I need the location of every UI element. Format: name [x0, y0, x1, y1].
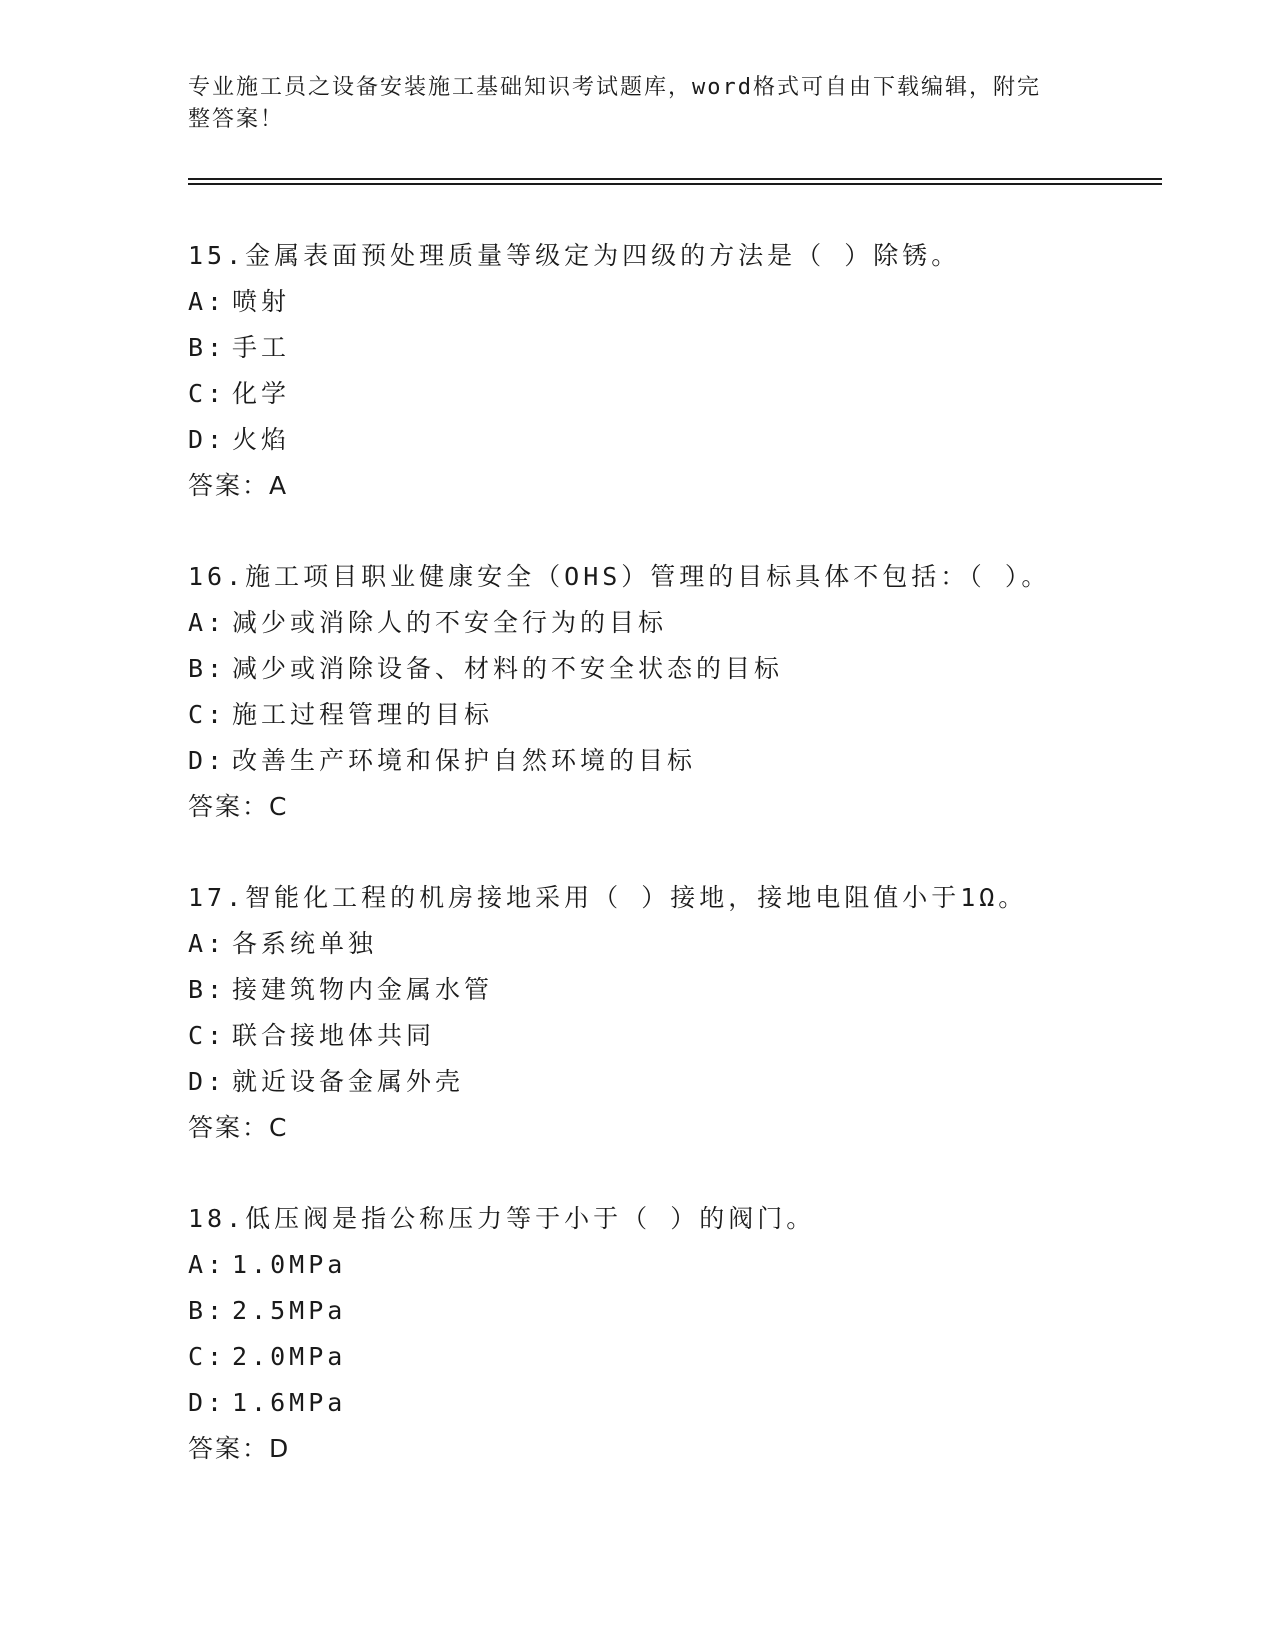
- option-text: 火焰: [232, 425, 291, 454]
- option-text: 喷射: [232, 287, 291, 316]
- answer: 答案：D: [188, 1434, 291, 1463]
- document-header: [188, 72, 1088, 136]
- option-label: C:: [188, 1021, 227, 1050]
- header-line-2: 整答案！: [188, 107, 285, 132]
- answer: 答案：C: [188, 1113, 289, 1142]
- option-label: B:: [188, 975, 227, 1004]
- option-d: [188, 1059, 1168, 1105]
- answer: 答案：A: [188, 471, 289, 500]
- option-text: 减少或消除人的不安全行为的目标: [232, 608, 668, 637]
- option-label: D:: [188, 1388, 227, 1417]
- option-a: [188, 279, 1168, 325]
- option-a: [188, 921, 1168, 967]
- option-text: 就近设备金属外壳: [232, 1067, 465, 1096]
- question-stem: 17.智能化工程的机房接地采用（ ）接地，接地电阻值小于1Ω。: [188, 883, 1028, 912]
- option-text: 2.0MPa: [232, 1342, 347, 1371]
- option-label: D:: [188, 1067, 227, 1096]
- option-text: 联合接地体共同: [232, 1021, 436, 1050]
- question-17: [188, 875, 1168, 1151]
- option-text: 2.5MPa: [232, 1296, 347, 1325]
- option-label: D:: [188, 746, 227, 775]
- option-text: 改善生产环境和保护自然环境的目标: [232, 746, 697, 775]
- option-label: C:: [188, 379, 227, 408]
- option-label: D:: [188, 425, 227, 454]
- option-d: [188, 738, 1168, 784]
- option-text: 1.6MPa: [232, 1388, 347, 1417]
- option-text: 手工: [232, 333, 291, 362]
- option-text: 各系统单独: [232, 929, 378, 958]
- option-b: [188, 325, 1168, 371]
- header-divider-bottom: [188, 183, 1162, 185]
- option-label: A:: [188, 929, 227, 958]
- question-15: [188, 233, 1168, 509]
- option-c: [188, 1334, 1168, 1380]
- option-label: C:: [188, 1342, 227, 1371]
- option-label: A:: [188, 1250, 227, 1279]
- option-c: [188, 1013, 1168, 1059]
- option-d: [188, 1380, 1168, 1426]
- option-text: 接建筑物内金属水管: [232, 975, 494, 1004]
- option-c: [188, 371, 1168, 417]
- option-label: A:: [188, 287, 227, 316]
- option-c: [188, 692, 1168, 738]
- option-text: 减少或消除设备、材料的不安全状态的目标: [232, 654, 784, 683]
- option-text: 1.0MPa: [232, 1250, 347, 1279]
- question-stem: 16.施工项目职业健康安全（OHS）管理的目标具体不包括：（ ）。: [188, 562, 1051, 591]
- option-a: [188, 600, 1168, 646]
- answer: 答案：C: [188, 792, 289, 821]
- question-18: [188, 1196, 1168, 1472]
- option-label: C:: [188, 700, 227, 729]
- header-line-1: 专业施工员之设备安装施工基础知识考试题库，word格式可自由下载编辑，附完: [188, 75, 1041, 100]
- option-label: B:: [188, 654, 227, 683]
- option-label: A:: [188, 608, 227, 637]
- option-b: [188, 1288, 1168, 1334]
- header-divider-top: [188, 178, 1162, 180]
- option-label: B:: [188, 1296, 227, 1325]
- question-stem: 18.低压阀是指公称压力等于小于（ ）的阀门。: [188, 1204, 816, 1233]
- option-label: B:: [188, 333, 227, 362]
- option-text: 化学: [232, 379, 291, 408]
- option-d: [188, 417, 1168, 463]
- option-a: [188, 1242, 1168, 1288]
- question-16: [188, 554, 1168, 830]
- option-b: [188, 646, 1168, 692]
- question-stem: 15.金属表面预处理质量等级定为四级的方法是（ ）除锈。: [188, 241, 961, 270]
- option-b: [188, 967, 1168, 1013]
- option-text: 施工过程管理的目标: [232, 700, 494, 729]
